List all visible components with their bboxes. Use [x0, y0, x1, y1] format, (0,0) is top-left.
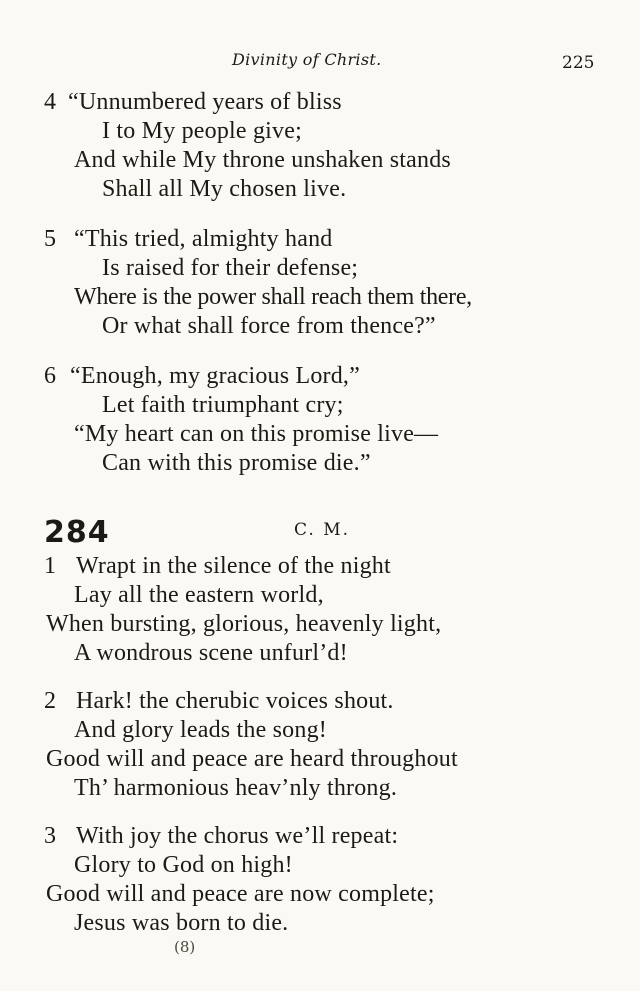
- stanza-line: And glory leads the song!: [74, 717, 327, 743]
- page-number: 225: [562, 53, 595, 73]
- stanza-line: Or what shall force from thence?”: [102, 313, 436, 339]
- stanza-line: With joy the chorus we’ll repeat:: [76, 823, 399, 849]
- hymn-number: 284: [44, 515, 110, 550]
- stanza-line: Wrapt in the silence of the night: [76, 553, 391, 579]
- stanza-line: Glory to God on high!: [74, 852, 293, 878]
- stanza-number: 5: [44, 226, 56, 252]
- stanza-number: 3: [44, 823, 56, 849]
- stanza-number: 1: [44, 553, 56, 579]
- stanza-line: Good will and peace are heard throughout: [46, 746, 458, 772]
- stanza-line: “Unnumbered years of bliss: [68, 89, 342, 115]
- stanza-line: I to My people give;: [102, 118, 302, 144]
- stanza-number: 6: [44, 363, 56, 389]
- stanza-line: Shall all My chosen live.: [102, 176, 347, 202]
- stanza-line: “My heart can on this promise live—: [74, 421, 439, 447]
- stanza-line: Let faith triumphant cry;: [102, 392, 344, 418]
- stanza-line: Lay all the eastern world,: [74, 582, 324, 608]
- stanza-line: Can with this promise die.”: [102, 450, 371, 476]
- stanza-line: Jesus was born to die.: [74, 910, 289, 936]
- stanza-line: When bursting, glorious, heavenly light,: [46, 611, 442, 637]
- stanza-line: Where is the power shall reach them there,: [74, 284, 472, 310]
- hymn-meter: C. M.: [294, 520, 351, 540]
- stanza-number: 4: [44, 89, 56, 115]
- stanza-number: 2: [44, 688, 56, 714]
- stanza-line: “This tried, almighty hand: [74, 226, 333, 252]
- stanza-line: Th’ harmonious heav’nly throng.: [74, 775, 398, 801]
- stanza-line: Hark! the cherubic voices shout.: [76, 688, 394, 714]
- stanza-line: And while My throne unshaken stands: [74, 147, 451, 173]
- running-title: Divinity of Christ.: [232, 50, 382, 69]
- stanza-line: Is raised for their defense;: [102, 255, 359, 281]
- stanza-line: Good will and peace are now complete;: [46, 881, 435, 907]
- signature-mark: (8): [174, 938, 196, 956]
- stanza-line: “Enough, my gracious Lord,”: [70, 363, 360, 389]
- stanza-line: A wondrous scene unfurl’d!: [74, 640, 348, 666]
